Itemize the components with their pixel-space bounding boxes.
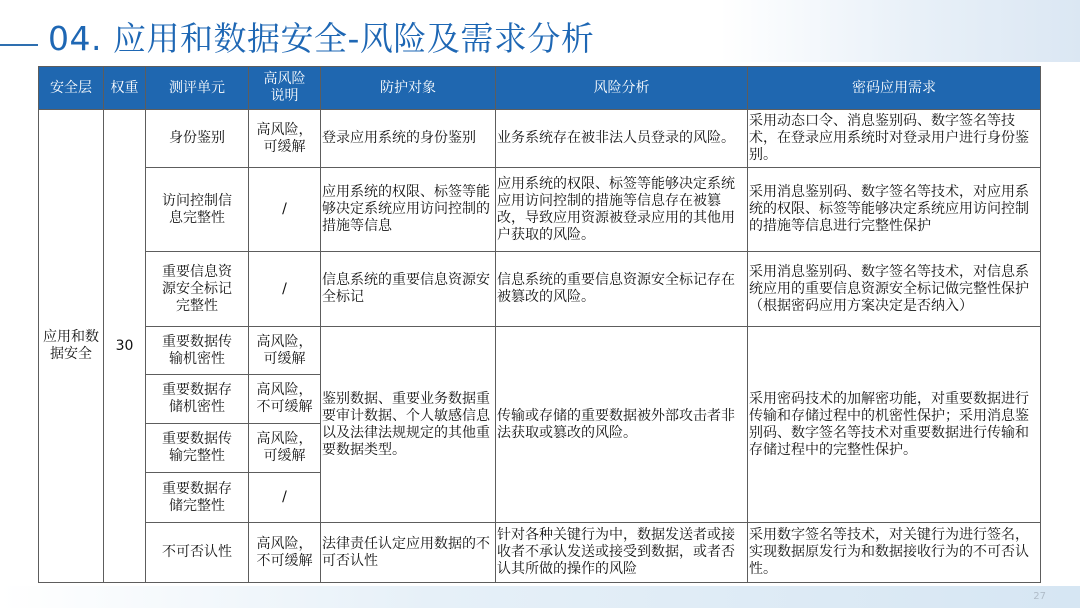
protected-object-cell: 应用系统的权限、标签等能够决定系统应用访问控制的措施等信息 <box>321 168 496 252</box>
crypto-need-cell: 采用消息鉴别码、数字签名等技术，对信息系统应用的重要信息资源安全标记做完整性保护（根据密码应用方案决定是否纳入） <box>748 252 1041 327</box>
risk-note-cell: / <box>249 473 321 523</box>
risk-note-cell: 高风险，可缓解 <box>249 110 321 168</box>
protected-object-cell: 信息系统的重要信息资源安全标记 <box>321 252 496 327</box>
crypto-need-cell: 采用数字签名等技术，对关键行为进行签名，实现数据原发行为和数据接收行为的不可否认性。 <box>748 523 1041 583</box>
table-row <box>39 523 1041 583</box>
risk-analysis-table <box>38 66 1041 583</box>
title-accent-line <box>0 44 38 46</box>
eval-unit-cell: 重要数据传输完整性 <box>146 424 249 473</box>
header-crypto-need: 密码应用需求 <box>748 67 1041 110</box>
eval-unit-cell: 重要信息资源安全标记完整性 <box>146 252 249 327</box>
eval-unit-cell: 重要数据传输机密性 <box>146 327 249 375</box>
header-risk-analysis: 风险分析 <box>496 67 748 110</box>
risk-analysis-cell: 针对各种关键行为中，数据发送者或接收者不承认发送或接受到数据，或者否认其所做的操作的风险 <box>496 523 748 583</box>
security-layer-cell: 应用和数据安全 <box>39 110 104 583</box>
crypto-need-cell: 采用消息鉴别码、数字签名等技术，对应用系统的权限、标签等能够决定系统应用访问控制的措施等信息进行完整性保护 <box>748 168 1041 252</box>
header-security-layer: 安全层 <box>39 67 104 110</box>
table-row <box>39 327 1041 375</box>
risk-analysis-cell: 传输或存储的重要数据被外部攻击者非法获取或篡改的风险。 <box>496 327 748 523</box>
risk-analysis-cell: 信息系统的重要信息资源安全标记存在被篡改的风险。 <box>496 252 748 327</box>
eval-unit-cell: 重要数据存储机密性 <box>146 375 249 424</box>
page-number: 27 <box>1033 591 1046 602</box>
risk-analysis-cell: 业务系统存在被非法人员登录的风险。 <box>496 110 748 168</box>
header-protected-object: 防护对象 <box>321 67 496 110</box>
risk-note-cell: 高风险，可缓解 <box>249 424 321 473</box>
header-risk-note: 高风险说明 <box>249 67 321 110</box>
crypto-need-cell: 采用密码技术的加解密功能，对重要数据进行传输和存储过程中的机密性保护；采用消息鉴别码、数字签名等技术对重要数据进行传输和存储过程中的完整性保护。 <box>748 327 1041 523</box>
risk-note-cell: / <box>249 252 321 327</box>
decorative-header-gradient <box>720 0 1080 62</box>
risk-note-cell: 高风险，可缓解 <box>249 327 321 375</box>
risk-note-cell: 高风险，不可缓解 <box>249 375 321 424</box>
protected-object-cell: 登录应用系统的身份鉴别 <box>321 110 496 168</box>
risk-note-cell: / <box>249 168 321 252</box>
slide-title: 04. 应用和数据安全-风险及需求分析 <box>48 19 595 58</box>
protected-object-cell: 法律责任认定应用数据的不可否认性 <box>321 523 496 583</box>
weight-cell: 30 <box>104 110 146 583</box>
table-row <box>39 168 1041 252</box>
eval-unit-cell: 重要数据存储完整性 <box>146 473 249 523</box>
protected-object-cell: 鉴别数据、重要业务数据重要审计数据、个人敏感信息以及法律法规规定的其他重要数据类型。 <box>321 327 496 523</box>
table-row <box>39 252 1041 327</box>
risk-analysis-cell: 应用系统的权限、标签等能够决定系统应用访问控制的措施等信息存在被篡改，导致应用资源被登录应用的其他用户获取的风险。 <box>496 168 748 252</box>
table-header-row <box>39 67 1041 110</box>
decorative-footer-gradient <box>0 586 1080 608</box>
eval-unit-cell: 不可否认性 <box>146 523 249 583</box>
header-eval-unit: 测评单元 <box>146 67 249 110</box>
crypto-need-cell: 采用动态口令、消息鉴别码、数字签名等技术，在登录应用系统时对登录用户进行身份鉴别。 <box>748 110 1041 168</box>
eval-unit-cell: 访问控制信息完整性 <box>146 168 249 252</box>
header-weight: 权重 <box>104 67 146 110</box>
risk-note-cell: 高风险，不可缓解 <box>249 523 321 583</box>
eval-unit-cell: 身份鉴别 <box>146 110 249 168</box>
table-row <box>39 110 1041 168</box>
